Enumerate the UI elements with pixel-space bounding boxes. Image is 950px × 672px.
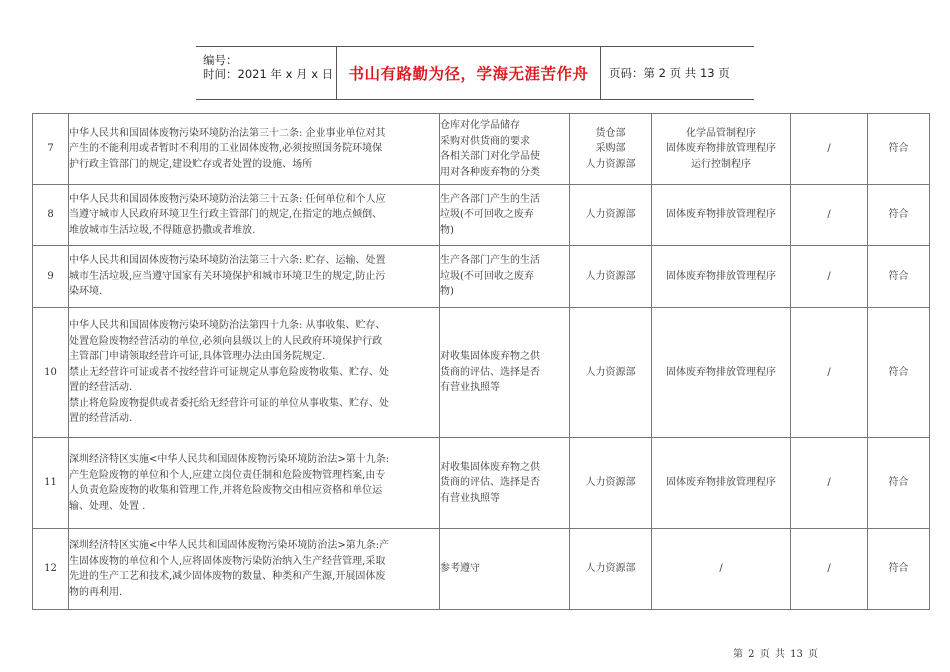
applicable-object-line: 垃圾(不可回收之废弃: [440, 270, 534, 282]
law-text: [69, 529, 440, 610]
row-number: 11: [33, 438, 69, 529]
row-number: 8: [33, 185, 69, 246]
header-page-label: 页码：第 2 页 共 13 页: [609, 66, 730, 80]
related-procedure: [652, 114, 791, 185]
compliance-result: 符合: [868, 246, 930, 308]
related-procedure-line: 固体废弃物排放管理程序: [666, 366, 776, 378]
applicable-object-line: 生产各部门产生的生活: [440, 193, 540, 205]
applicable-object-line: 垃圾(不可回收之废弃: [440, 209, 534, 221]
law-text-line: 人负责危险废物的收集和管理工作,并将危险废物交由相应资格和单位运: [69, 485, 383, 496]
header-motto: 书山有路勤为径，学海无涯苦作舟: [337, 47, 601, 99]
law-text-line: 物的再利用.: [69, 586, 123, 598]
applicable-object-line: 物): [440, 224, 454, 236]
law-text-line: 当遵守城市人民政府环境卫生行政主管部门的规定,在指定的地点倾倒、: [69, 209, 383, 221]
related-procedure-line: 化学品管制程序: [686, 127, 756, 139]
law-text-line: 深圳经济特区实施<中华人民共和国固体废物污染环境防治法>第十九条:: [69, 454, 390, 465]
responsible-dept-line: 人力资源部: [585, 209, 636, 221]
related-procedure-line: 固体废弃物排放管理程序: [666, 270, 776, 282]
law-text: [69, 185, 440, 246]
table-row: [33, 438, 930, 529]
applicable-object: [440, 308, 570, 438]
column-six: /: [791, 114, 868, 185]
related-procedure-line: 运行控制程序: [691, 158, 751, 170]
applicable-object-line: 仓库对化学品储存: [440, 120, 520, 131]
related-procedure-line: 固体废弃物排放管理程序: [666, 209, 776, 221]
responsible-dept-line: 人力资源部: [585, 158, 636, 170]
footer-page-number: 第 2 页 共 13 页: [733, 649, 818, 660]
compliance-result: 符合: [868, 185, 930, 246]
table-row: [33, 246, 930, 308]
regulation-table: [32, 113, 930, 610]
compliance-result: 符合: [868, 529, 930, 610]
law-text-line: 中华人民共和国固体废物污染环境防治法第四十九条: 从事收集、贮存、: [69, 320, 386, 332]
table-body: [33, 114, 930, 610]
responsible-dept: [570, 185, 652, 246]
law-text-line: 护行政主管部门的规定,建设贮存或者处置的设施、场所: [69, 158, 313, 170]
applicable-object-line: 对收集固体废弃物之供: [440, 461, 540, 473]
compliance-result: 符合: [868, 308, 930, 438]
applicable-object: [440, 438, 570, 529]
responsible-dept-line: 货仓部: [595, 127, 626, 139]
compliance-result: 符合: [868, 114, 930, 185]
row-number: 9: [33, 246, 69, 308]
applicable-object-line: 采购对供货商的要求: [440, 135, 530, 147]
law-text-line: 置的经营活动.: [69, 382, 133, 394]
related-procedure: [652, 246, 791, 308]
law-text-line: 中华人民共和国固体废物污染环境防治法第三十五条: 任何单位和个人应: [69, 193, 386, 205]
related-procedure-line: 固体废弃物排放管理程序: [666, 143, 776, 155]
law-text-line: 生固体废物的单位和个人,应将固体废物污染防治纳入生产经营管理,采取: [69, 555, 386, 567]
law-text-line: 产生的不能利用或者暂时不利用的工业固体废物,必须按照国务院环境保: [69, 143, 383, 155]
column-six: /: [791, 529, 868, 610]
responsible-dept-line: 人力资源部: [585, 270, 636, 282]
related-procedure: [652, 438, 791, 529]
related-procedure-line: /: [719, 563, 723, 575]
page-header: [196, 46, 754, 100]
law-text-line: 中华人民共和国固体废物污染环境防治法第三十六条: 贮存、运输、处置: [69, 255, 386, 267]
applicable-object: [440, 529, 570, 610]
law-text-line: 输、处理、处置 .: [69, 500, 146, 512]
applicable-object-line: 货商的评估、选择是否: [440, 477, 540, 489]
law-text-line: 深圳经济特区实施<中华人民共和国固体废物污染环境防治法>第九条:产: [69, 540, 390, 551]
law-text-line: 产生危险废物的单位和个人,应建立岗位责任制和危险废物管理档案,由专: [69, 469, 386, 481]
compliance-result: 符合: [868, 438, 930, 529]
responsible-dept-line: 人力资源部: [585, 366, 636, 378]
doc-number-label: 编号：: [203, 53, 238, 67]
law-text-line: 堆放城市生活垃圾,不得随意扔撒或者堆放.: [69, 224, 256, 236]
law-text-line: 禁止将危险废物提供或者委托给无经营许可证的单位从事收集、贮存、处: [69, 397, 389, 409]
law-text-line: 主管部门申请领取经营许可证,具体管理办法由国务院规定.: [69, 351, 326, 363]
table-row: [33, 185, 930, 246]
law-text-line: 置的经营活动.: [69, 413, 133, 425]
responsible-dept: [570, 114, 652, 185]
row-number: 10: [33, 308, 69, 438]
applicable-object-line: 对收集固体废弃物之供: [440, 351, 540, 363]
table-row: [33, 114, 930, 185]
applicable-object: [440, 114, 570, 185]
law-text: [69, 114, 440, 185]
responsible-dept-line: 人力资源部: [585, 477, 636, 489]
related-procedure: [652, 529, 791, 610]
responsible-dept-line: 采购部: [595, 143, 626, 155]
responsible-dept: [570, 246, 652, 308]
row-number: 12: [33, 529, 69, 610]
applicable-object-line: 物): [440, 286, 454, 298]
column-six: /: [791, 185, 868, 246]
law-text: [69, 246, 440, 308]
law-text-line: 处置危险废物经营活动的单位,必须向县级以上的人民政府环境保护行政: [69, 335, 383, 347]
law-text: [69, 308, 440, 438]
table-row: [33, 529, 930, 610]
applicable-object-line: 参考遵守: [440, 563, 480, 575]
law-text-line: 禁止无经营许可证或者不按经营许可证规定从事危险废物收集、贮存、处: [69, 366, 389, 378]
applicable-object-line: 有营业执照等: [440, 382, 500, 394]
applicable-object-line: 货商的评估、选择是否: [440, 366, 540, 378]
law-text-line: 中华人民共和国固体废物污染环境防治法第三十二条: 企业事业单位对其: [69, 127, 386, 139]
applicable-object-line: 用对各种废弃物的分类: [440, 166, 540, 178]
responsible-dept-line: 人力资源部: [585, 563, 636, 575]
header-meta: [196, 47, 337, 99]
table-row: [33, 308, 930, 438]
law-text-line: 先进的生产工艺和技术,减少固体废物的数量、种类和产生源,开展固体废: [69, 571, 386, 582]
applicable-object-line: 各相关部门对化学品使: [440, 151, 540, 162]
column-six: /: [791, 246, 868, 308]
responsible-dept: [570, 529, 652, 610]
applicable-object-line: 有营业执照等: [440, 492, 500, 504]
applicable-object: [440, 185, 570, 246]
related-procedure-line: 固体废弃物排放管理程序: [666, 477, 776, 489]
responsible-dept: [570, 438, 652, 529]
related-procedure: [652, 185, 791, 246]
law-text-line: 城市生活垃圾,应当遵守国家有关环境保护和城市环境卫生的规定,防止污: [69, 270, 386, 282]
doc-time-label: 时间：2021 年 x 月 x 日: [203, 67, 334, 81]
applicable-object-line: 生产各部门产生的生活: [440, 255, 540, 267]
responsible-dept: [570, 308, 652, 438]
column-six: /: [791, 438, 868, 529]
column-six: /: [791, 308, 868, 438]
applicable-object: [440, 246, 570, 308]
row-number: 7: [33, 114, 69, 185]
law-text: [69, 438, 440, 529]
law-text-line: 染环境.: [69, 286, 103, 298]
related-procedure: [652, 308, 791, 438]
